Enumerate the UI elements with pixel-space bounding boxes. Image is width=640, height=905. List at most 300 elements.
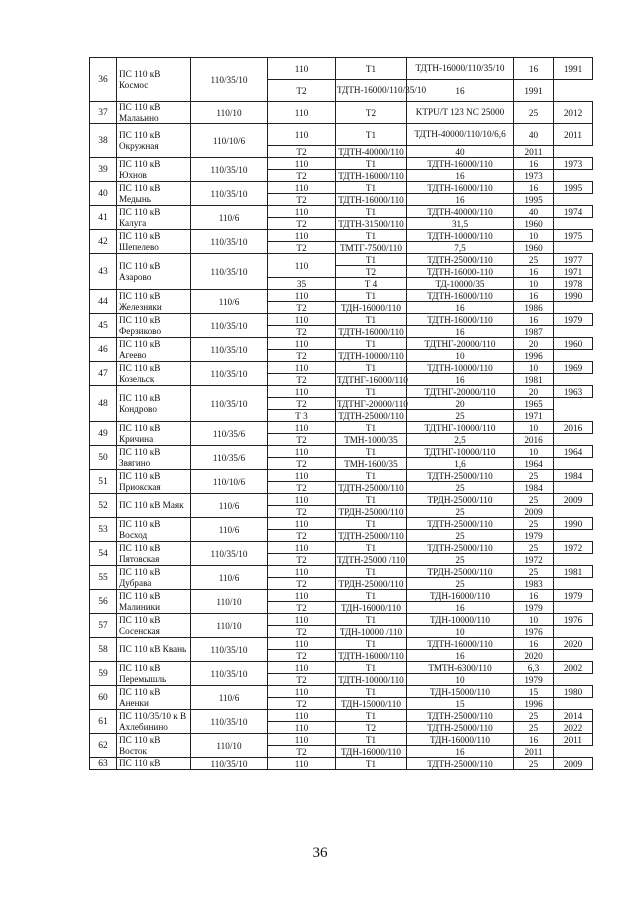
transformer-type-cell: ТДТН-31500/110 xyxy=(336,218,407,230)
row-number-cell: 36 xyxy=(90,58,117,102)
substation-name-cell: ПС 110 кВ Кондрово xyxy=(117,386,191,422)
voltage-class-cell: 110/35/10 xyxy=(191,662,268,686)
table-row xyxy=(90,102,593,124)
year-cell: 2011 xyxy=(514,146,554,158)
voltage-class-cell: 110/35/10 xyxy=(191,542,268,566)
transformer-type-cell: ТДН-16000/110 xyxy=(336,602,407,614)
voltage-class-cell: 110/35/10 xyxy=(191,314,268,338)
row-number-cell: 49 xyxy=(90,422,117,446)
row-number-cell: 46 xyxy=(90,338,117,362)
voltage-cell: 110 xyxy=(268,566,336,578)
substation-name-cell: ПС 110 кВ Дубрава xyxy=(117,566,191,590)
substation-name-cell: ПС 110 кВ xyxy=(117,758,191,770)
power-cell: 16 xyxy=(407,302,514,314)
voltage-cell: 110 xyxy=(268,710,336,722)
transformer-type-cell: ТДН-16000/110 xyxy=(336,302,407,314)
power-cell: 16 xyxy=(514,158,554,170)
transformer-id-cell: Т1 xyxy=(336,338,407,350)
row-number-cell: 38 xyxy=(90,124,117,158)
transformer-type-cell: ТДТН-16000/110 xyxy=(336,194,407,206)
transformer-id-cell: Т2 xyxy=(268,746,336,758)
table-row xyxy=(90,734,593,746)
transformer-id-cell: Т1 xyxy=(336,542,407,554)
substation-name-cell: ПС 110 кВ Пятовская xyxy=(117,542,191,566)
power-cell: 25 xyxy=(514,470,554,482)
voltage-cell: 110 xyxy=(268,206,336,218)
year-cell: 1971 xyxy=(514,410,554,422)
table-row xyxy=(90,338,593,350)
table-row xyxy=(90,446,593,458)
transformer-type-cell: ТДН-10000/110 xyxy=(407,614,514,626)
transformer-type-cell: ТДТН-16000/110 xyxy=(336,650,407,662)
transformer-type-cell: ТДТН-25000/110 xyxy=(407,542,514,554)
table-body xyxy=(90,58,593,770)
power-cell: 25 xyxy=(514,102,554,124)
row-number-cell: 54 xyxy=(90,542,117,566)
transformer-type-cell: ТДТН-16000/110 xyxy=(336,326,407,338)
voltage-cell: 110 xyxy=(268,254,336,278)
power-cell: 25 xyxy=(514,254,554,266)
voltage-class-cell: 110/10/6 xyxy=(191,470,268,494)
power-cell: 10 xyxy=(407,350,514,362)
power-cell: 16 xyxy=(514,638,554,650)
voltage-cell: 110 xyxy=(268,124,336,146)
transformer-type-cell: ТДТН-40000/110 xyxy=(407,206,514,218)
substation-name-cell: ПС 110/35/10 к В Ахлебинино xyxy=(117,710,191,734)
year-cell: 1981 xyxy=(514,374,554,386)
row-number-cell: 61 xyxy=(90,710,117,734)
year-cell: 1964 xyxy=(554,446,593,458)
year-cell: 1996 xyxy=(514,350,554,362)
transformer-id-cell: Т1 xyxy=(336,494,407,506)
power-cell: 16 xyxy=(407,602,514,614)
substation-name-cell: ПС 110 кВ Кричина xyxy=(117,422,191,446)
transformer-type-cell: ТРДН-25000/110 xyxy=(407,566,514,578)
transformer-type-cell: ТДТН-16000/110/35/10 xyxy=(336,80,407,102)
year-cell: 1979 xyxy=(514,602,554,614)
transformer-type-cell: ТДН-15000/110 xyxy=(336,698,407,710)
transformer-id-cell: Т2 xyxy=(268,506,336,518)
voltage-class-cell: 110/35/10 xyxy=(191,158,268,182)
transformer-id-cell: Т2 xyxy=(268,218,336,230)
voltage-cell: 110 xyxy=(268,446,336,458)
transformer-id-cell: Т1 xyxy=(336,590,407,602)
power-cell: 20 xyxy=(407,398,514,410)
power-cell: 25 xyxy=(514,758,554,770)
substation-name-cell: ПС 110 кВ Восход xyxy=(117,518,191,542)
year-cell: 1975 xyxy=(554,230,593,242)
voltage-class-cell: 110/35/6 xyxy=(191,446,268,470)
transformer-id-cell: Т2 xyxy=(268,146,336,158)
power-cell: 10 xyxy=(514,614,554,626)
transformer-type-cell: ТДТН-10000/110 xyxy=(407,362,514,374)
transformer-id-cell: Т1 xyxy=(336,758,407,770)
table-row xyxy=(90,58,593,80)
transformer-type-cell: ТДТН-25000 /110 xyxy=(337,554,405,565)
substation-name-cell: ПС 110 кВ Железняки xyxy=(117,290,191,314)
transformer-id-cell: Т2 xyxy=(336,266,407,278)
transformer-type-cell: ТДТНГ-20000/110 xyxy=(407,338,514,350)
transformer-type-cell: ТДТН-25000/110 xyxy=(336,482,407,494)
transformer-id-cell: Т1 xyxy=(336,386,407,398)
power-cell: 10 xyxy=(514,446,554,458)
voltage-cell: 110 xyxy=(268,314,336,326)
transformer-id-cell: Т2 xyxy=(268,530,336,542)
year-cell: 1979 xyxy=(514,674,554,686)
year-cell: 1979 xyxy=(514,530,554,542)
substation-name-cell: ПС 110 кВ Юхнов xyxy=(117,158,191,182)
transformer-type-cell: ТДТН-10000/110 xyxy=(336,350,407,362)
row-number-cell: 44 xyxy=(90,290,117,314)
year-cell: 1990 xyxy=(554,290,593,302)
voltage-cell: 110 xyxy=(268,290,336,302)
transformer-id-cell: Т2 xyxy=(268,80,336,102)
transformer-id-cell: Т1 xyxy=(336,614,407,626)
year-cell: 1971 xyxy=(554,266,593,278)
voltage-cell: 110 xyxy=(268,518,336,530)
row-number-cell: 43 xyxy=(90,254,117,290)
transformer-type-cell: ТДТН-25000/110 xyxy=(407,758,514,770)
voltage-class-cell: 110/10 xyxy=(191,102,268,124)
substation-name-cell: ПС 110 кВ Окружная xyxy=(117,124,191,158)
voltage-class-cell: 110/6 xyxy=(191,566,268,590)
transformer-id-cell: Т1 xyxy=(336,314,407,326)
transformer-type-cell: ТДТН-10000/110 xyxy=(407,230,514,242)
power-cell: 25 xyxy=(514,542,554,554)
row-number-cell: 41 xyxy=(90,206,117,230)
year-cell: 1991 xyxy=(554,58,593,80)
table-row xyxy=(90,758,593,770)
voltage-class-cell: 110/35/10 xyxy=(191,338,268,362)
voltage-class-cell: 110/10 xyxy=(191,590,268,614)
transformer-type-cell: ТДТНГ-20000/110 xyxy=(407,386,514,398)
row-number-cell: 40 xyxy=(90,182,117,206)
voltage-class-cell: 110/6 xyxy=(191,494,268,518)
substation-name-cell: ПС 110 кВ Медынь xyxy=(117,182,191,206)
transformer-id-cell: Т2 xyxy=(268,350,336,362)
transformer-type-cell: ТДТН-16000/110 xyxy=(407,314,514,326)
transformer-type-cell: ТДН-16000/110 xyxy=(336,746,407,758)
transformer-type-cell: ТДТН-16000/110 xyxy=(407,638,514,650)
transformer-type-cell: ТДТН-25000/110 xyxy=(336,410,407,422)
year-cell: 2011 xyxy=(554,734,593,746)
voltage-class-cell: 110/35/6 xyxy=(191,422,268,446)
year-cell: 2009 xyxy=(554,494,593,506)
year-cell: 1969 xyxy=(554,362,593,374)
transformer-id-cell: Т2 xyxy=(268,398,336,410)
transformer-id-cell: Т2 xyxy=(268,194,336,206)
year-cell: 2022 xyxy=(554,722,593,734)
power-cell: 6,3 xyxy=(514,662,554,674)
transformer-id-cell: Т1 xyxy=(336,230,407,242)
transformer-type-cell: ТДТН-25000/110 xyxy=(336,530,407,542)
transformer-id-cell: Т1 xyxy=(336,158,407,170)
table-row xyxy=(90,470,593,482)
substation-name-cell: ПС 110 кВ Малаьино xyxy=(117,102,191,124)
year-cell: 1984 xyxy=(554,470,593,482)
transformer-type-cell: ТДН-15000/110 xyxy=(407,686,514,698)
transformer-type-cell: ТРДН-25000/110 xyxy=(336,506,407,518)
transformer-type-cell: ТДТН-16000/110 xyxy=(407,182,514,194)
power-cell: 16 xyxy=(407,326,514,338)
row-number-cell: 56 xyxy=(90,590,117,614)
table-row xyxy=(90,542,593,554)
year-cell: 1972 xyxy=(554,542,593,554)
transformer-type-cell: ТДТН-16000-110 xyxy=(407,266,514,278)
row-number-cell: 50 xyxy=(90,446,117,470)
table-row xyxy=(90,518,593,530)
transformer-type-cell: ТМН-1000/35 xyxy=(336,434,407,446)
voltage-class-cell: 110/35/10 xyxy=(191,254,268,290)
transformer-id-cell: Т1 xyxy=(336,124,407,146)
year-cell: 1977 xyxy=(554,254,593,266)
table-row xyxy=(90,362,593,374)
row-number-cell: 48 xyxy=(90,386,117,422)
table-row xyxy=(90,124,593,146)
year-cell: 2009 xyxy=(554,758,593,770)
voltage-cell: 110 xyxy=(268,362,336,374)
power-cell: 25 xyxy=(514,722,554,734)
transformer-id-cell: Т1 xyxy=(336,422,407,434)
power-cell: 16 xyxy=(407,374,514,386)
year-cell: 1979 xyxy=(554,314,593,326)
transformer-id-cell: Т1 xyxy=(336,254,407,266)
substation-name-cell: ПС 110 кВ Квань xyxy=(117,638,191,662)
transformer-type-cell: ТДТН-16000/110 xyxy=(336,170,407,182)
voltage-class-cell: 110/10 xyxy=(191,734,268,758)
power-cell: 10 xyxy=(514,230,554,242)
voltage-cell: 110 xyxy=(268,638,336,650)
row-number-cell: 55 xyxy=(90,566,117,590)
transformer-id-cell: Т2 xyxy=(268,458,336,470)
transformer-id-cell: Т 3 xyxy=(268,410,336,422)
voltage-class-cell: 110/6 xyxy=(191,290,268,314)
transformer-type-cell: ТДТН-10000/110 xyxy=(336,674,407,686)
year-cell: 1979 xyxy=(554,590,593,602)
year-cell: 1983 xyxy=(514,578,554,590)
substation-name-cell: ПС 110 кВ Калуга xyxy=(117,206,191,230)
voltage-class-cell: 110/10 xyxy=(191,614,268,638)
voltage-cell: 110 xyxy=(268,494,336,506)
voltage-class-cell: 110/35/10 xyxy=(191,362,268,386)
table-row xyxy=(90,206,593,218)
voltage-class-cell: 110/35/10 xyxy=(191,710,268,734)
transformer-id-cell: Т2 xyxy=(268,170,336,182)
year-cell: 1981 xyxy=(554,566,593,578)
year-cell: 1980 xyxy=(554,686,593,698)
voltage-class-cell: 110/6 xyxy=(191,518,268,542)
power-cell: 25 xyxy=(407,506,514,518)
power-cell: 40 xyxy=(407,146,514,158)
table-row xyxy=(90,254,593,266)
transformer-id-cell: Т1 xyxy=(336,686,407,698)
table-row xyxy=(90,386,593,398)
power-cell: 31,5 xyxy=(407,218,514,230)
page-number: 36 xyxy=(312,845,328,861)
transformer-id-cell: Т1 xyxy=(336,662,407,674)
power-cell: 25 xyxy=(407,554,514,566)
year-cell: 1976 xyxy=(514,626,554,638)
voltage-cell: 110 xyxy=(268,686,336,698)
transformer-type-cell: ТДТН-16000/110 xyxy=(407,158,514,170)
voltage-cell: 110 xyxy=(268,734,336,746)
transformer-id-cell: Т1 xyxy=(336,206,407,218)
voltage-class-cell: 110/35/10 xyxy=(191,758,268,770)
power-cell: 25 xyxy=(514,494,554,506)
transformer-type-cell: ТДТН-25000/110 xyxy=(407,470,514,482)
substation-name-cell: ПС 110 кВ Малиники xyxy=(117,590,191,614)
year-cell: 1976 xyxy=(554,614,593,626)
row-number-cell: 47 xyxy=(90,362,117,386)
row-number-cell: 52 xyxy=(90,494,117,518)
row-number-cell: 59 xyxy=(90,662,117,686)
year-cell: 2011 xyxy=(514,746,554,758)
transformer-id-cell: Т2 xyxy=(268,554,336,566)
voltage-cell: 110 xyxy=(268,386,336,398)
power-cell: 15 xyxy=(407,698,514,710)
year-cell: 1972 xyxy=(514,554,554,566)
power-cell: 10 xyxy=(407,674,514,686)
power-cell: 25 xyxy=(514,566,554,578)
table-row xyxy=(90,158,593,170)
transformer-id-cell: Т2 xyxy=(268,374,336,386)
voltage-cell: 110 xyxy=(268,590,336,602)
year-cell: 2016 xyxy=(514,434,554,446)
power-cell: 2,5 xyxy=(407,434,514,446)
transformer-type-cell: ТДТН-25000/110 xyxy=(407,518,514,530)
power-cell: 16 xyxy=(407,650,514,662)
voltage-cell: 110 xyxy=(268,230,336,242)
substation-name-cell: ПС 110 кВ Азарово xyxy=(117,254,191,290)
power-cell: 10 xyxy=(514,278,554,290)
substation-name-cell: ПС 110 кВ Маяк xyxy=(117,494,191,518)
power-cell: 16 xyxy=(514,734,554,746)
year-cell: 1995 xyxy=(554,182,593,194)
transformer-id-cell: Т2 xyxy=(268,326,336,338)
year-cell: 1995 xyxy=(514,194,554,206)
transformer-id-cell: Т1 xyxy=(336,734,407,746)
year-cell: 2011 xyxy=(554,124,593,146)
transformer-id-cell: Т2 xyxy=(336,102,407,124)
power-cell: 40 xyxy=(514,124,554,146)
transformer-type-cell: ТМН-1600/35 xyxy=(336,458,407,470)
year-cell: 2002 xyxy=(554,662,593,674)
power-cell: 1,6 xyxy=(407,458,514,470)
substation-name-cell: ПС 110 кВ Перемышль xyxy=(117,662,191,686)
table-row xyxy=(90,662,593,674)
table-row xyxy=(90,230,593,242)
year-cell: 1974 xyxy=(554,206,593,218)
substation-name-cell: ПС 110 кВ Козельск xyxy=(117,362,191,386)
table-row xyxy=(90,710,593,722)
voltage-class-cell: 110/35/10 xyxy=(191,58,268,102)
voltage-class-cell: 110/10/6 xyxy=(191,124,268,158)
year-cell: 2020 xyxy=(514,650,554,662)
year-cell: 1963 xyxy=(554,386,593,398)
transformer-id-cell: Т2 xyxy=(268,626,336,638)
transformer-id-cell: Т2 xyxy=(268,482,336,494)
transformer-type-cell: ТДТНГ-10000/110 xyxy=(407,422,514,434)
transformer-type-cell: ТДТН-16000/110 xyxy=(407,290,514,302)
voltage-class-cell: 110/35/10 xyxy=(191,386,268,422)
voltage-cell: 110 xyxy=(268,102,336,124)
power-cell: 40 xyxy=(514,206,554,218)
power-cell: 16 xyxy=(514,266,554,278)
power-cell: 25 xyxy=(407,482,514,494)
transformer-id-cell: Т1 xyxy=(336,566,407,578)
power-cell: 16 xyxy=(514,590,554,602)
power-cell: 16 xyxy=(514,290,554,302)
transformer-id-cell: Т 4 xyxy=(336,278,407,290)
power-cell: 25 xyxy=(407,578,514,590)
substation-name-cell: ПС 110 кВ Звягино xyxy=(117,446,191,470)
voltage-class-cell: 110/35/10 xyxy=(191,638,268,662)
year-cell: 1996 xyxy=(514,698,554,710)
voltage-cell: 110 xyxy=(268,722,336,734)
table-row xyxy=(90,566,593,578)
voltage-cell: 110 xyxy=(268,422,336,434)
year-cell: 1991 xyxy=(514,80,554,102)
transformer-type-cell: ТРДН-25000/110 xyxy=(407,494,514,506)
year-cell: 1978 xyxy=(554,278,593,290)
table-row xyxy=(90,182,593,194)
transformer-type-cell: ТДТН-25000/110 xyxy=(407,254,514,266)
year-cell: 2016 xyxy=(554,422,593,434)
row-number-cell: 37 xyxy=(90,102,117,124)
table-row xyxy=(90,290,593,302)
row-number-cell: 39 xyxy=(90,158,117,182)
table-row xyxy=(90,422,593,434)
transformer-id-cell: Т2 xyxy=(268,578,336,590)
transformer-type-cell: ТДТНГ-16000/110 xyxy=(337,374,408,385)
voltage-cell: 35 xyxy=(268,278,336,290)
year-cell: 1960 xyxy=(554,338,593,350)
transformer-id-cell: Т1 xyxy=(336,362,407,374)
year-cell: 2020 xyxy=(554,638,593,650)
row-number-cell: 53 xyxy=(90,518,117,542)
substation-table xyxy=(89,57,593,770)
year-cell: 1965 xyxy=(514,398,554,410)
substation-name-cell: ПС 110 кВ Приокская xyxy=(117,470,191,494)
power-cell: 7,5 xyxy=(407,242,514,254)
table-row xyxy=(90,314,593,326)
year-cell: 1984 xyxy=(514,482,554,494)
table-row xyxy=(90,638,593,650)
transformer-id-cell: Т2 xyxy=(268,674,336,686)
transformer-type-cell: ТДТНГ-10000/110 xyxy=(407,446,514,458)
transformer-type-cell: ТДН-10000 /110 xyxy=(336,626,407,638)
year-cell: 2009 xyxy=(514,506,554,518)
power-cell: 15 xyxy=(514,686,554,698)
transformer-id-cell: Т1 xyxy=(336,710,407,722)
power-cell: 10 xyxy=(514,422,554,434)
voltage-cell: 110 xyxy=(268,542,336,554)
transformer-type-cell: ТДН-16000/110 xyxy=(407,590,514,602)
transformer-type-cell: ТДТН-25000/110 xyxy=(407,710,514,722)
transformer-id-cell: Т2 xyxy=(336,722,407,734)
voltage-cell: 110 xyxy=(268,182,336,194)
row-number-cell: 51 xyxy=(90,470,117,494)
power-cell: 25 xyxy=(514,518,554,530)
table-row xyxy=(90,494,593,506)
power-cell: 25 xyxy=(514,710,554,722)
year-cell: 1973 xyxy=(554,158,593,170)
power-cell: 20 xyxy=(514,386,554,398)
power-cell: 10 xyxy=(407,626,514,638)
voltage-cell: 110 xyxy=(268,58,336,80)
transformer-id-cell: Т1 xyxy=(336,182,407,194)
power-cell: 25 xyxy=(407,530,514,542)
